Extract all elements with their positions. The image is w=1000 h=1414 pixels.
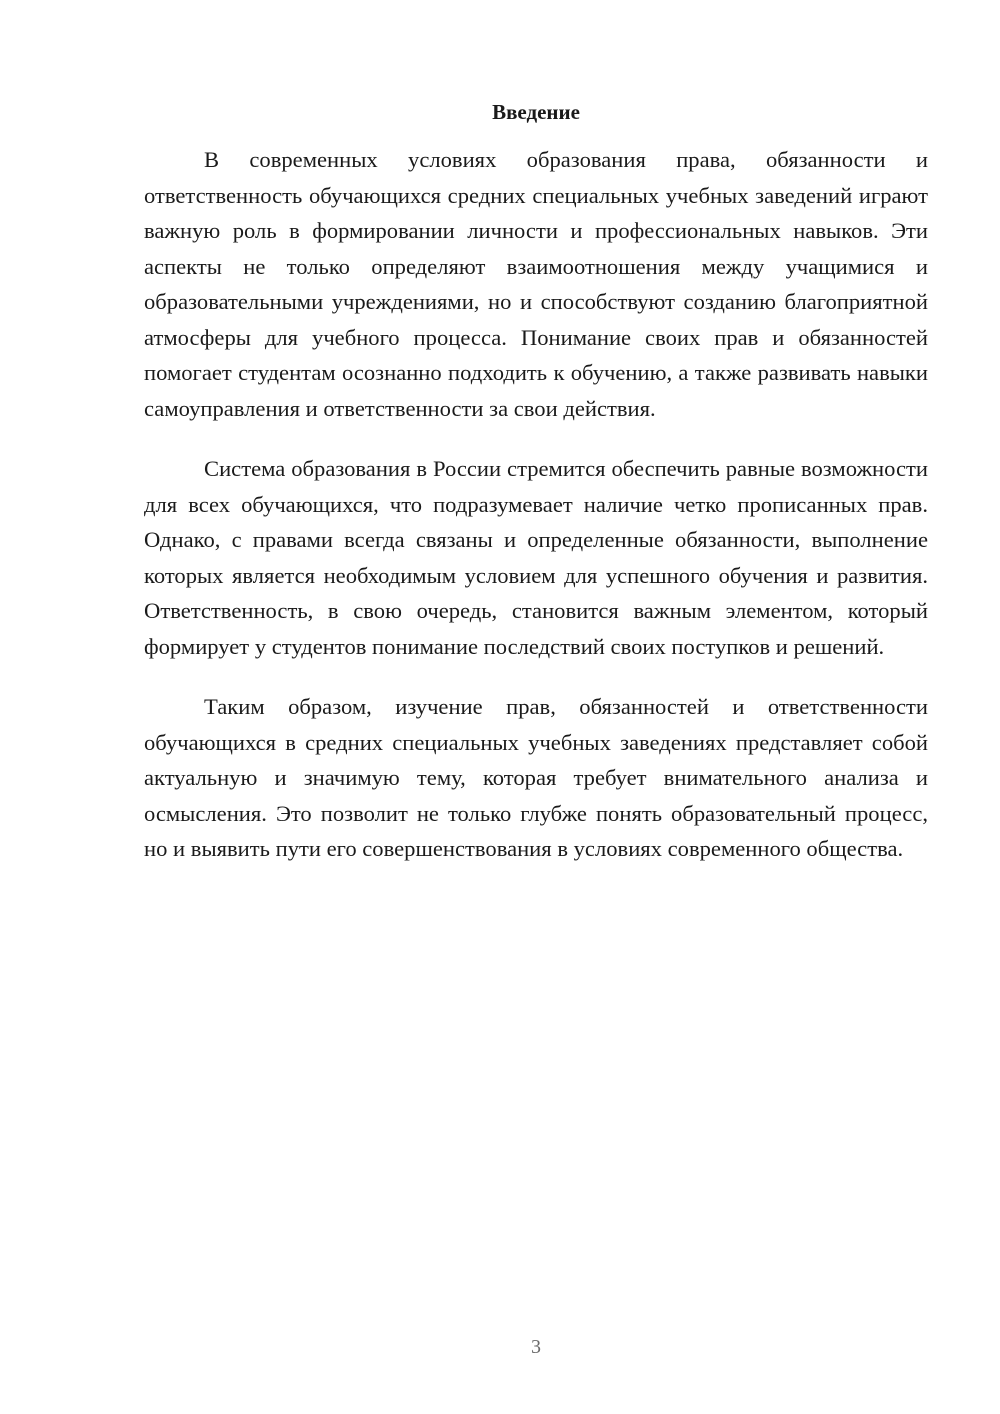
page-number: 3 <box>531 1336 541 1358</box>
paragraph-3: Таким образом, изучение прав, обязанностей и ответственности обучающихся в средних специальных учебных заведениях представляет собой актуальную и значимую тему, которая требует внимательного анализа и осмысления. Это позволит не только глубже понять образовательный процесс, но и выявить пути его совершенствования в условиях современного общества. <box>144 694 928 861</box>
paragraph-2: Система образования в России стремится обеспечить равные возможности для всех обучающихся, что подразумевает наличие четко прописанных прав. Однако, с правами всегда связаны и определенные обязанности, выполнение которых является необходимым условием для успешного обучения и развития. Ответственность, в свою очередь, становится важным элементом, который формирует у студентов понимание последствий своих поступков и решений. <box>144 456 928 659</box>
paragraph-1: В современных условиях образования права, обязанности и ответственность обучающихся средних специальных учебных заведений играют важную роль в формировании личности и профессиональных навыков. Эти аспекты не только определяют взаимоотношения между учащимися и образовательными учреждениями, но и способствуют созданию благоприятной атмосферы для учебного процесса. Понимание своих прав и обязанностей помогает студентам осознанно подходить к обучению, а также развивать навыки самоуправления и ответственности за свои действия. <box>144 147 928 421</box>
section-heading: Введение <box>492 100 580 124</box>
body-text <box>144 142 928 892</box>
